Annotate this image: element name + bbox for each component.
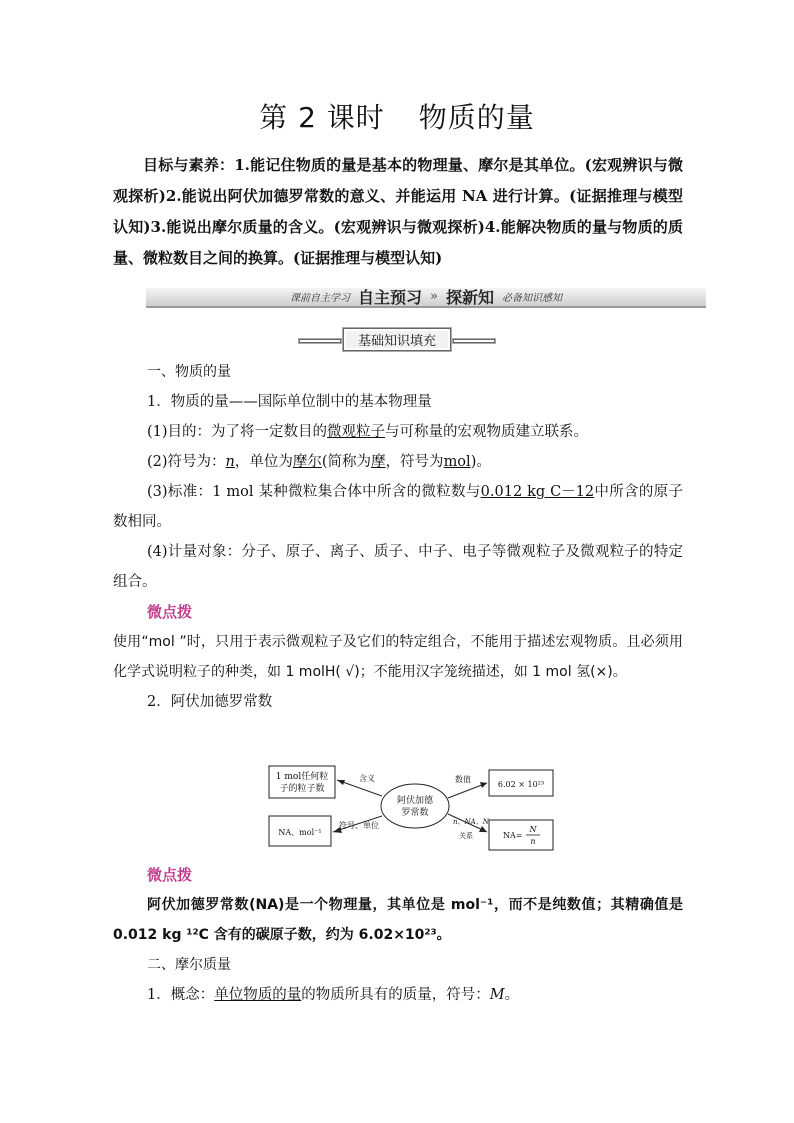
label-symbol: 符号、单位: [339, 821, 379, 830]
label-meaning: 含义: [359, 774, 375, 783]
section-banner: [146, 284, 706, 308]
learning-objectives: [113, 150, 683, 274]
lesson-number: 第 2 课时: [259, 101, 385, 134]
heading-2: 二、摩尔质量: [147, 957, 231, 973]
point-avogadro: 2．阿伏加德罗常数: [147, 694, 273, 710]
lesson-topic: 物质的量: [418, 101, 535, 134]
box-symbol-text: NA、mol⁻¹: [278, 828, 322, 837]
box-relation-num: N: [529, 825, 537, 834]
tip-text-2: 阿伏加德罗常数(NA)是一个物理量，其单位是 mol⁻¹，而不是纯数值；其精确值是 0.012 kg ¹²C 含有的碳原子数，约为 6.02×10²³。: [113, 897, 683, 943]
banner-main-1: 自主预习: [358, 287, 423, 307]
point-symbol: (2)符号为：n，单位为摩尔(简称为摩，符号为mol)。: [147, 454, 491, 470]
center-line1: 阿伏加德: [396, 796, 434, 806]
content-body-2: [113, 860, 683, 1010]
heading-1: 一、物质的量: [147, 364, 231, 380]
point-molar-mass: 1．概念：单位物质的量的物质所具有的质量，符号：M。: [147, 987, 520, 1003]
tip-text-1: 使用“mol ”时，只用于表示微观粒子及它们的特定组合，不能用于描述宏观物质。且必须用化学式说明粒子的种类，如 1 molH( √)；不能用汉字笼统描述，如 1 mol 氢(×)。: [113, 634, 683, 680]
content-body: [113, 357, 683, 717]
objectives-text: 目标与素养：1.能记住物质的量是基本的物理量、摩尔是其单位。(宏观辨识与微观探析)2.能说出阿伏加德罗常数的意义、并能运用 NA 进行计算。(证据推理与模型认知)3.能说出摩尔质量的含义。(宏观辨识与微观探析)4.能解决物质的量与物质的质量、微粒数目之间的换算。(证据推理与模型认知): [113, 156, 683, 267]
banner-right-label: 必备知识感知: [502, 292, 562, 304]
label-value: 数值: [455, 775, 471, 784]
tip-heading-2: 微点拨: [147, 866, 193, 884]
box-relation-den: n: [530, 837, 536, 846]
center-node: [381, 784, 449, 828]
page-title: [0, 96, 794, 136]
section-tag-label: 基础知识填充: [343, 328, 451, 351]
box-meaning-line1: 1 mol任何粒: [275, 772, 329, 782]
section-tag: [0, 328, 794, 351]
banner-main-2: 探新知: [445, 287, 494, 307]
box-relation-lhs: NA=: [503, 831, 523, 840]
point-purpose: (1)目的：为了将一定数目的微观粒子与可称量的宏观物质建立联系。: [147, 424, 589, 440]
label-relation-2: 关系: [459, 832, 473, 840]
point-standard: (3)标准：1 mol 某种微粒集合体中所含的微粒数与0.012 kg C－12中所含的原子数相同。: [113, 484, 683, 530]
double-chevron-icon: »: [430, 288, 438, 304]
point-1: 1．物质的量——国际单位制中的基本物理量: [147, 394, 432, 410]
box-meaning-line2: 子的粒子数: [279, 784, 325, 794]
center-line2: 罗常数: [401, 808, 429, 818]
point-objects: (4)计量对象：分子、原子、离子、质子、中子、电子等微观粒子及微观粒子的特定组合。: [113, 544, 683, 590]
box-value-text: 6.02 × 10²³: [497, 780, 545, 789]
tip-heading-1: 微点拨: [147, 603, 193, 621]
label-relation-1: n、NA、N: [453, 818, 489, 826]
banner-left-label: 课前自主学习: [290, 292, 350, 304]
avogadro-diagram: [267, 758, 557, 854]
